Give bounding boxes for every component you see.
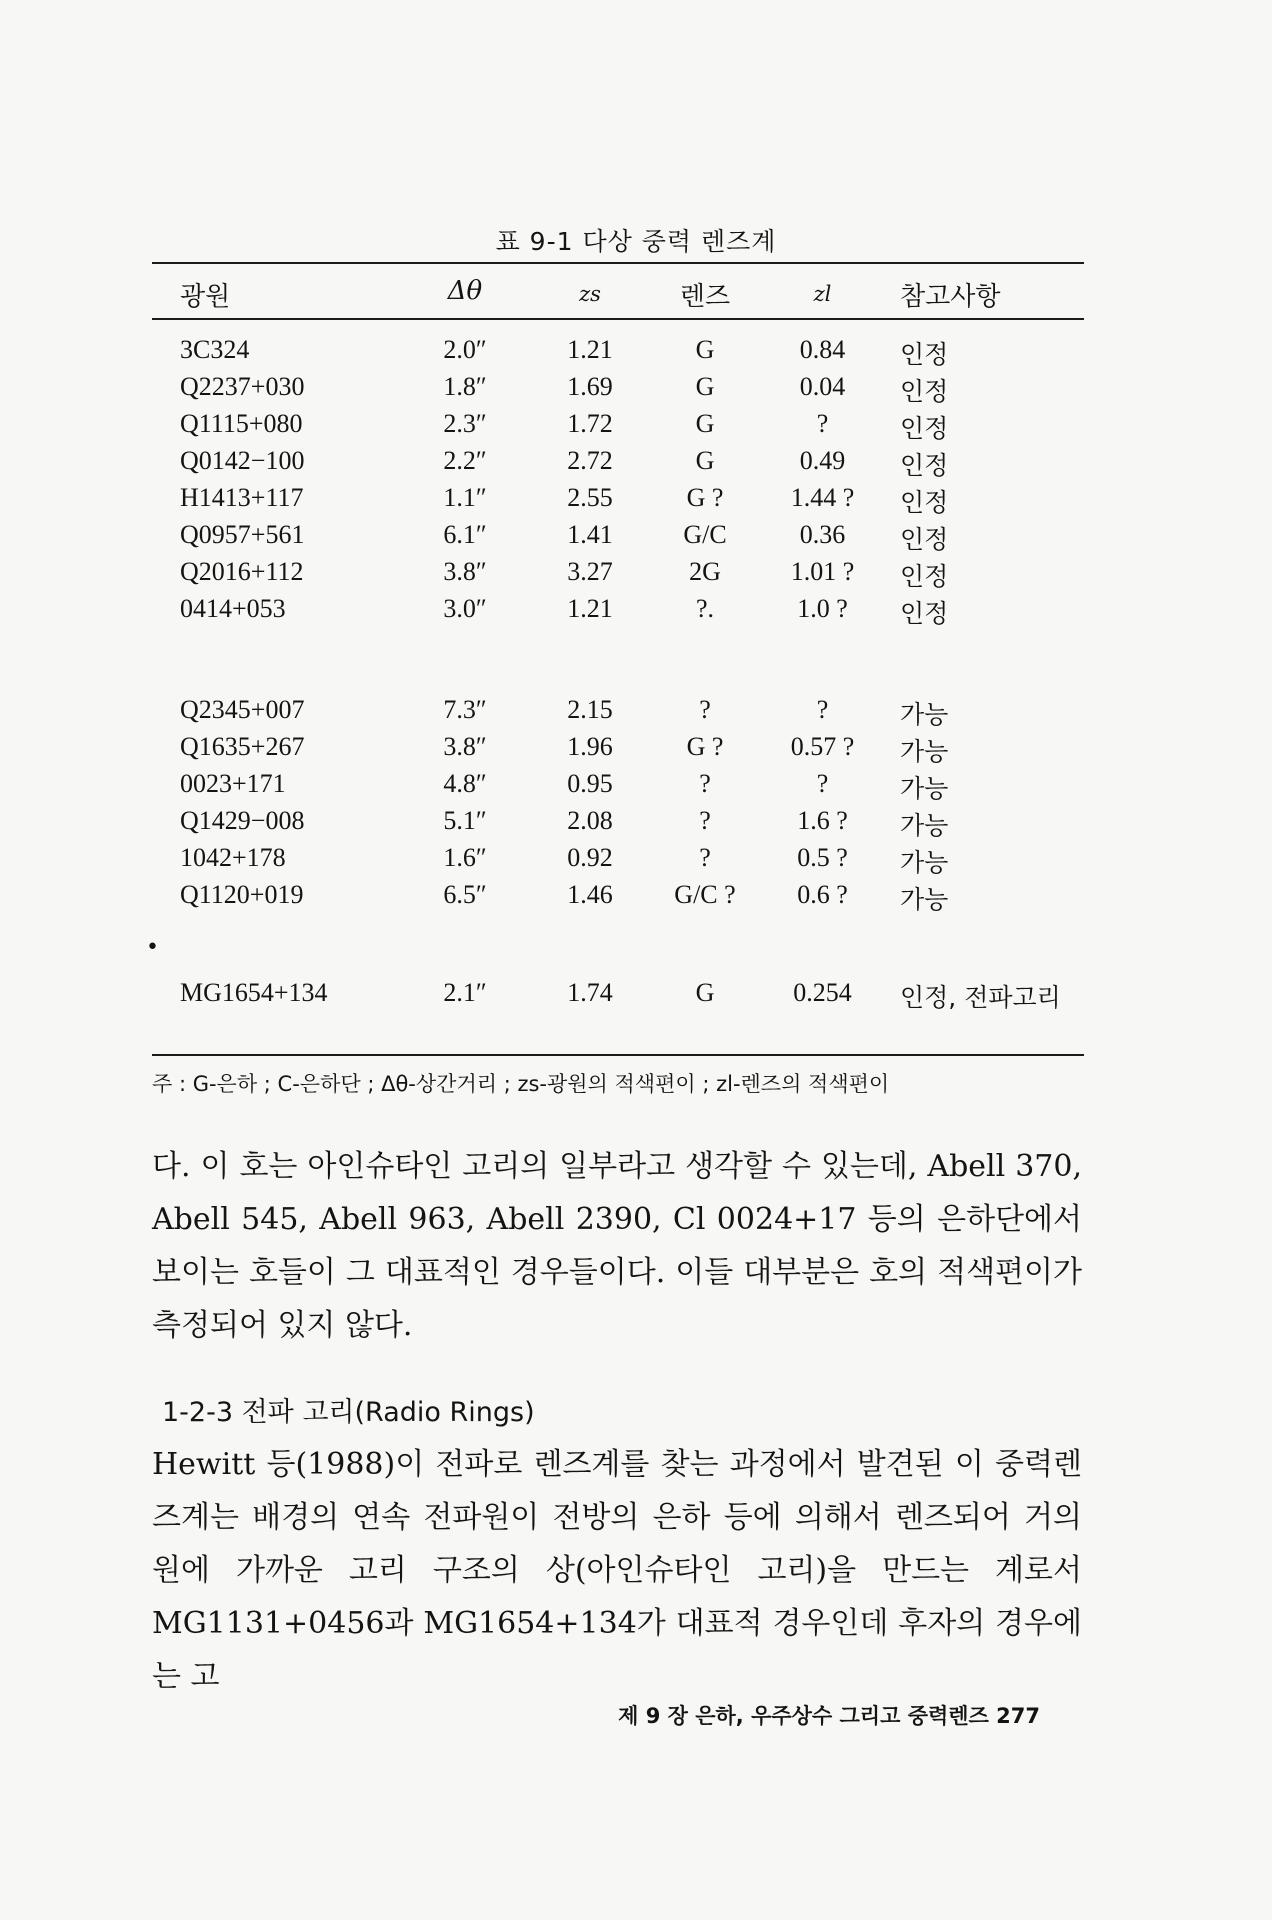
cell-delta-theta: 1.8″ [443, 372, 487, 401]
cell-source: 0023+171 [180, 769, 286, 798]
cell-delta-theta: 6.1″ [443, 520, 487, 549]
table-row [0, 978, 1272, 1018]
header-zs: zs [579, 282, 601, 306]
cell-zl: 1.6 ? [797, 806, 848, 835]
cell-source: H1413+117 [180, 483, 304, 512]
table-top-rule [152, 262, 1084, 264]
cell-source: Q1115+080 [180, 409, 303, 438]
table-row [0, 594, 1272, 634]
header-delta-theta: Δθ [447, 276, 483, 306]
cell-delta-theta: 6.5″ [443, 880, 487, 909]
cell-zs: 0.95 [567, 769, 613, 798]
cell-lens: G ? [686, 732, 724, 761]
table-row [0, 695, 1272, 735]
cell-zl: 0.6 ? [797, 880, 848, 909]
body-paragraph: Hewitt 등(1988)이 전파로 렌즈계를 찾는 과정에서 발견된 이 중력렌즈계는 배경의 연속 전파원이 전방의 은하 등에 의해서 렌즈되어 거의 원에 가까운 고리 구조의 상(아인슈타인 고리)을 만드는 계로서 MG1131+0456과 MG1654+134가 대표적 경우인데 후자의 경우에는 고 [152, 1447, 1082, 1694]
cell-delta-theta: 2.1″ [443, 978, 487, 1007]
cell-delta-theta: 2.2″ [443, 446, 487, 475]
cell-remarks: 인정 [900, 525, 949, 554]
table-row [0, 520, 1272, 560]
cell-lens: G/C ? [674, 880, 736, 909]
cell-zl: ? [816, 769, 829, 798]
header-remarks: 참고사항 [900, 282, 1001, 312]
cell-delta-theta: 3.8″ [443, 732, 487, 761]
table-header-row [0, 270, 1272, 314]
header-zl: zl [813, 282, 832, 306]
cell-remarks: 인정 [900, 340, 949, 369]
body-paragraph: 다. 이 호는 아인슈타인 고리의 일부라고 생각할 수 있는데, Abell 370, Abell 545, Abell 963, Abell 2390, Cl 0024+17 등의 은하단에서 보이는 호들이 그 대표적인 경우들이다. 이들 대부분은 호의 적색편이가 측정되어 있지 않다. [152, 1149, 1082, 1343]
cell-source: 0414+053 [180, 594, 286, 623]
cell-remarks: 가능 [900, 737, 949, 766]
cell-zl: 0.49 [799, 446, 846, 475]
cell-zs: 1.96 [567, 732, 613, 761]
cell-lens: ?. [695, 594, 715, 623]
cell-delta-theta: 3.0″ [443, 594, 487, 623]
cell-lens: ? [699, 695, 711, 724]
cell-remarks: 인정 [900, 488, 949, 517]
cell-lens: G [695, 335, 715, 364]
cell-zl: 0.84 [799, 335, 846, 364]
cell-zl: 1.01 ? [790, 557, 855, 586]
cell-zs: 0.92 [567, 843, 613, 872]
cell-zs: 1.69 [567, 372, 613, 401]
table-bottom-rule [152, 1054, 1084, 1056]
cell-lens: G [695, 409, 715, 438]
cell-delta-theta: 1.6″ [443, 843, 487, 872]
table-row [0, 732, 1272, 772]
table-caption: 표 9-1 다상 중력 렌즈계 [495, 227, 777, 256]
cell-zs: 1.21 [567, 335, 613, 364]
cell-source: Q0142−100 [180, 446, 305, 475]
table-row [0, 843, 1272, 883]
cell-source: 1042+178 [180, 843, 286, 872]
cell-remarks: 인정 [900, 451, 949, 480]
cell-source: Q1429−008 [180, 806, 305, 835]
cell-delta-theta: 3.8″ [443, 557, 487, 586]
cell-lens: 2G [689, 557, 721, 586]
cell-source: Q2016+112 [180, 557, 304, 586]
cell-delta-theta: 1.1″ [443, 483, 487, 512]
cell-zl: 0.57 ? [790, 732, 855, 761]
cell-remarks: 인정 [900, 377, 949, 406]
table-row [0, 880, 1272, 920]
table-row [0, 557, 1272, 597]
cell-source: Q2237+030 [180, 372, 305, 401]
cell-zl: 0.04 [799, 372, 846, 401]
cell-zs: 2.72 [567, 446, 613, 475]
cell-zs: 1.46 [567, 880, 613, 909]
cell-lens: ? [699, 806, 711, 835]
cell-zl: 1.0 ? [797, 594, 848, 623]
cell-zs: 2.08 [567, 806, 613, 835]
cell-lens: G/C [683, 520, 727, 549]
cell-source: Q1120+019 [180, 880, 304, 909]
table-row [0, 483, 1272, 523]
cell-source: Q1635+267 [180, 732, 305, 761]
cell-delta-theta: 2.0″ [443, 335, 487, 364]
cell-remarks: 가능 [900, 811, 949, 840]
cell-zs: 2.55 [567, 483, 613, 512]
cell-zs: 1.41 [567, 520, 613, 549]
cell-zl: ? [816, 409, 829, 438]
cell-source: Q0957+561 [180, 520, 305, 549]
table-row [0, 372, 1272, 412]
cell-source: Q2345+007 [180, 695, 305, 724]
header-source: 광원 [180, 282, 231, 312]
cell-zs: 1.74 [567, 978, 613, 1007]
table-row [0, 769, 1272, 809]
cell-zs: 3.27 [567, 557, 613, 586]
cell-remarks: 인정 [900, 599, 949, 628]
table-header-rule [152, 318, 1084, 320]
table-row [0, 409, 1272, 449]
header-lens: 렌즈 [679, 282, 731, 312]
cell-zl: 0.36 [799, 520, 846, 549]
table-row [0, 446, 1272, 486]
cell-remarks: 인정, 전파고리 [900, 983, 1061, 1012]
cell-remarks: 가능 [900, 885, 949, 914]
running-footer: 제 9 장 은하, 우주상수 그리고 중력렌즈 277 [618, 1704, 1040, 1728]
cell-zl: 0.254 [793, 978, 852, 1007]
cell-lens: G [695, 372, 715, 401]
cell-remarks: 가능 [900, 848, 949, 877]
cell-lens: G ? [686, 483, 724, 512]
cell-zs: 1.72 [567, 409, 613, 438]
cell-lens: G [695, 446, 715, 475]
table-footnote: 주 : G-은하 ; C-은하단 ; Δθ-상간거리 ; zs-광원의 적색편이 ; zl-렌즈의 적색편이 [152, 1072, 890, 1096]
cell-delta-theta: 4.8″ [443, 769, 487, 798]
cell-delta-theta: 2.3″ [443, 409, 487, 438]
section-heading: 1-2-3 전파 고리(Radio Rings) [162, 1397, 535, 1428]
cell-delta-theta: 7.3″ [443, 695, 487, 724]
cell-source: 3C324 [180, 335, 250, 364]
cell-zl: 1.44 ? [790, 483, 855, 512]
cell-remarks: 가능 [900, 774, 949, 803]
cell-zl: ? [816, 695, 829, 724]
cell-lens: ? [699, 843, 711, 872]
cell-lens: G [695, 978, 715, 1007]
cell-zl: 0.5 ? [797, 843, 848, 872]
cell-zs: 1.21 [567, 594, 613, 623]
cell-remarks: 인정 [900, 562, 949, 591]
table-row [0, 335, 1272, 375]
cell-remarks: 가능 [900, 700, 949, 729]
cell-delta-theta: 5.1″ [443, 806, 487, 835]
table-row [0, 806, 1272, 846]
cell-zs: 2.15 [567, 695, 613, 724]
cell-source: MG1654+134 [180, 978, 328, 1007]
cell-lens: ? [699, 769, 711, 798]
margin-dot: • [146, 935, 159, 960]
cell-remarks: 인정 [900, 414, 949, 443]
